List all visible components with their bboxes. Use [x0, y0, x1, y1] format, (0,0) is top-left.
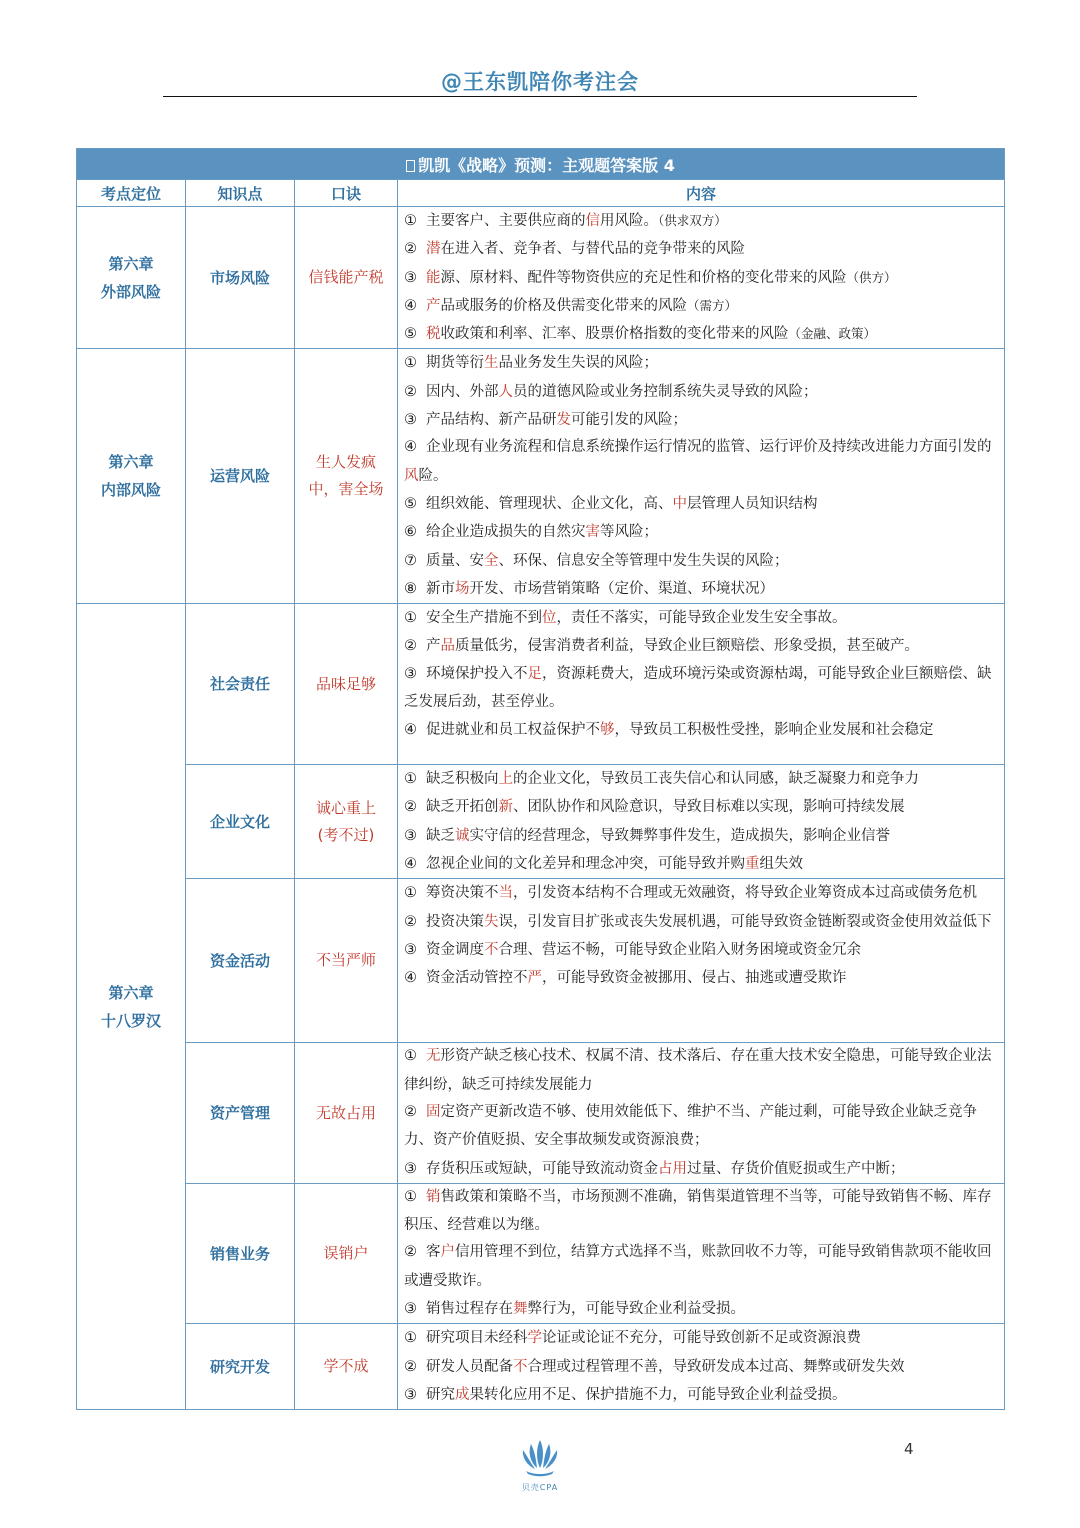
item-text: 组失效	[759, 856, 803, 873]
content-item	[404, 1381, 1002, 1409]
item-text: 、团队协作和风险意识，导致目标难以实现，影响可持续发展	[513, 799, 905, 816]
table-row	[77, 604, 1005, 765]
item-number: ⑤	[404, 326, 417, 343]
content-item	[404, 1239, 1002, 1295]
topic-cell: 市场风险	[186, 207, 295, 349]
item-number: ②	[404, 799, 417, 816]
item-keyword: 风	[404, 467, 419, 484]
item-text: 信用管理不到位，结算方式选择不当，账款回收不力等，可能导致销售款项不能收回或遭受欺诈。	[404, 1244, 992, 1289]
item-text: ，导致员工积极性受挫，影响企业发展和社会稳定	[614, 722, 934, 739]
item-text: 研究	[426, 1386, 455, 1403]
item-number: ③	[404, 412, 417, 429]
item-text: 弊行为，可能导致企业利益受损。	[527, 1301, 745, 1318]
item-text: 源、原材料、配件等物资供应的充足性和价格的变化带来的风险	[440, 269, 847, 286]
item-text: 研究项目未经科	[426, 1330, 528, 1347]
mnemonic-line: 误销户	[323, 1244, 369, 1263]
mnemonic-line: 不当严师	[315, 951, 376, 970]
item-keyword: 诚	[455, 827, 470, 844]
table-row	[77, 879, 1005, 1043]
content-item	[404, 716, 1002, 744]
item-text: ，责任不落实，可能导致企业发生安全事故。	[556, 610, 847, 627]
item-text: 缺乏积极向	[426, 771, 499, 788]
item-number: ③	[404, 941, 417, 958]
item-keyword: 固	[426, 1103, 441, 1120]
item-number: ③	[404, 1301, 417, 1318]
location-line: 内部风险	[100, 481, 161, 500]
content-item	[404, 765, 1002, 793]
item-text: ，可能导致资金被挪用、侵占、抽逃或遭受欺诈	[542, 970, 847, 987]
page-number: 4	[904, 1440, 914, 1458]
location-cell	[77, 207, 186, 349]
mnemonic-cell	[295, 1183, 398, 1323]
content-cell	[398, 1183, 1005, 1323]
item-text: 新市	[426, 580, 455, 597]
content-item	[404, 879, 1002, 907]
item-number: ④	[404, 722, 417, 739]
item-number: ①	[404, 1330, 417, 1347]
item-number: ②	[404, 241, 417, 258]
content-item	[404, 1353, 1002, 1381]
item-note: （供方）	[846, 269, 897, 285]
item-text: 定资产更新改造不够、使用效能低下、维护不当、产能过剩，可能导致企业缺乏竞争力、资产价值贬损、安全事故频发或资源浪费；	[404, 1103, 977, 1149]
topic-cell: 研究开发	[186, 1324, 295, 1410]
content-item	[404, 264, 1002, 292]
content-item	[404, 207, 1002, 235]
content-item	[404, 964, 1002, 992]
item-keyword: 中	[672, 495, 687, 512]
content-item	[404, 378, 1002, 406]
logo-text: 贝壳CPA	[521, 1483, 559, 1492]
item-keyword: 够	[600, 722, 615, 739]
content-item	[404, 235, 1002, 263]
content-item	[404, 349, 1002, 377]
content-item	[404, 320, 1002, 348]
location-line: 第六章	[108, 983, 154, 1002]
item-text: 的企业文化，导致员工丧失信心和认同感，缺乏凝聚力和竞争力	[513, 771, 919, 788]
answer-table	[76, 148, 1005, 1410]
content-item	[404, 292, 1002, 320]
location-line: 外部风险	[100, 282, 161, 301]
item-keyword: 发	[556, 412, 571, 429]
item-number: ③	[404, 665, 417, 682]
item-text: 合理或过程管理不善，导致研发成本过高、舞弊或研发失效	[527, 1358, 905, 1375]
table-row	[77, 765, 1005, 879]
content-item	[404, 518, 1002, 546]
item-text: 销售过程存在	[426, 1301, 513, 1318]
item-number: ①	[404, 610, 417, 627]
item-keyword: 全	[484, 552, 499, 569]
item-keyword: 人	[498, 383, 513, 400]
item-keyword: 潜	[426, 241, 441, 258]
item-text: 期货等衍	[426, 355, 484, 372]
item-number: ③	[404, 269, 417, 286]
content-cell	[398, 1043, 1005, 1183]
item-number: ②	[404, 638, 417, 655]
item-number: ③	[404, 1160, 417, 1177]
content-item	[404, 850, 1002, 878]
document-icon	[406, 160, 415, 172]
mnemonic-cell	[295, 879, 398, 1043]
item-text: 等风险；	[600, 524, 658, 541]
item-number: ②	[404, 1244, 417, 1261]
item-keyword: 销	[426, 1188, 441, 1205]
item-text: 资金调度	[426, 941, 484, 958]
item-text: ，引发资本结构不合理或无效融资，将导致企业筹资成本过高或债务危机	[513, 885, 977, 902]
item-keyword: 信	[585, 213, 600, 229]
table-row	[77, 1183, 1005, 1323]
item-text: 用风险。	[600, 213, 658, 229]
topic-cell: 企业文化	[186, 765, 295, 879]
item-number: ⑦	[404, 552, 417, 569]
mnemonic-line: 信钱能产税	[308, 268, 384, 287]
item-text: 过量、存货价值贬损或生产中断；	[687, 1160, 905, 1177]
mnemonic-cell	[295, 349, 398, 604]
item-text: 组织效能、管理现状、企业文化，高、	[426, 495, 673, 512]
location-line: 第六章	[108, 453, 154, 472]
item-keyword: 能	[426, 269, 441, 286]
item-text: 环境保护投入不	[426, 665, 528, 682]
item-number: ⑧	[404, 580, 417, 597]
item-text: 研发人员配备	[426, 1358, 513, 1375]
content-item	[404, 490, 1002, 518]
item-number: ①	[404, 1188, 417, 1205]
item-number: ①	[404, 885, 417, 902]
item-text: 质量低劣，侵害消费者利益，导致企业巨额赔偿、形象受损，甚至破产。	[455, 638, 919, 655]
item-number: ④	[404, 856, 417, 873]
mnemonic-line: (考不过)	[317, 825, 375, 844]
item-keyword: 成	[455, 1386, 470, 1403]
item-text: 资金活动管控不	[426, 970, 528, 987]
item-number: ②	[404, 383, 417, 400]
item-number: ③	[404, 827, 417, 844]
item-keyword: 重	[745, 856, 760, 873]
item-text: 投资决策	[426, 913, 484, 930]
item-text: 筹资决策不	[426, 885, 499, 902]
content-cell	[398, 879, 1005, 1043]
item-text: 因内、外部	[426, 383, 499, 400]
content-cell	[398, 765, 1005, 879]
item-text: 险。	[418, 467, 448, 484]
item-keyword: 产	[426, 297, 441, 314]
content-cell	[398, 1324, 1005, 1410]
item-keyword: 上	[498, 771, 513, 788]
item-number: ①	[404, 355, 417, 372]
item-text: 员的道德风险或业务控制系统失灵导致的风险；	[513, 383, 818, 400]
table-row	[77, 349, 1005, 604]
content-cell	[398, 349, 1005, 604]
item-keyword: 占用	[658, 1160, 687, 1177]
location-cell	[77, 604, 186, 1410]
item-keyword: 严	[527, 970, 542, 987]
content-item	[404, 1099, 1002, 1155]
content-item	[404, 406, 1002, 434]
topic-cell: 资产管理	[186, 1043, 295, 1183]
content-item	[404, 1295, 1002, 1323]
item-number: ③	[404, 1386, 417, 1403]
item-keyword: 税	[426, 326, 441, 343]
item-note: （需方）	[687, 297, 738, 313]
mnemonic-cell	[295, 207, 398, 349]
mnemonic-cell	[295, 765, 398, 879]
item-text: 企业现有业务流程和信息系统操作运行情况的监管、运行评价及持续改进能力方面引发的	[426, 439, 992, 456]
item-text: 产	[426, 638, 441, 655]
mnemonic-cell	[295, 1324, 398, 1410]
item-text: 品或服务的价格及供需变化带来的风险	[440, 297, 687, 314]
item-text: 存货积压或短缺，可能导致流动资金	[426, 1160, 658, 1177]
item-text: 客	[426, 1244, 441, 1261]
header-divider	[163, 96, 917, 97]
shell-icon	[516, 1438, 564, 1478]
location-cell	[77, 349, 186, 604]
mnemonic-line: 中，害全场	[308, 480, 384, 499]
item-number: ④	[404, 439, 417, 456]
item-number: ②	[404, 1358, 417, 1375]
item-keyword: 学	[527, 1330, 542, 1347]
item-text: 层管理人员知识结构	[687, 495, 818, 512]
content-cell	[398, 207, 1005, 349]
item-keyword: 位	[542, 610, 557, 627]
location-line: 第六章	[108, 254, 154, 273]
item-text: 产品结构、新产品研	[426, 412, 557, 429]
mnemonic-line: 生人发疯	[315, 453, 376, 472]
item-number: ⑥	[404, 524, 417, 541]
item-note: （供求双方）	[658, 213, 727, 228]
content-item	[404, 822, 1002, 850]
content-item	[404, 1043, 1002, 1099]
item-keyword: 当	[498, 885, 513, 902]
table-row	[77, 207, 1005, 349]
content-item	[404, 1155, 1002, 1183]
item-keyword: 品	[440, 638, 455, 655]
item-text: 合理、营运不畅，可能导致企业陷入财务困境或资金冗余	[498, 941, 861, 958]
item-keyword: 失	[484, 913, 499, 930]
item-text: ，资源耗费大，造成环境污染或资源枯竭，可能导致企业巨额赔偿、缺乏发展后劲，甚至停业。	[404, 665, 992, 711]
item-keyword: 户	[440, 1244, 455, 1261]
table-title: 凯凯《战略》预测：主观题答案版 4	[77, 149, 1005, 180]
item-keyword: 无	[426, 1048, 441, 1065]
content-item	[404, 1324, 1002, 1352]
topic-cell: 资金活动	[186, 879, 295, 1043]
table-row	[77, 1324, 1005, 1410]
mnemonic-cell	[295, 1043, 398, 1183]
content-item	[404, 1184, 1002, 1240]
content-item	[404, 936, 1002, 964]
item-text: 售政策和策略不当，市场预测不准确，销售渠道管理不当等，可能导致销售不畅、库存积压、经营难以为继。	[404, 1188, 992, 1234]
content-item	[404, 604, 1002, 632]
topic-cell: 社会责任	[186, 604, 295, 765]
item-keyword: 害	[585, 524, 600, 541]
item-keyword: 场	[455, 580, 470, 597]
column-header-location: 考点定位	[77, 180, 186, 207]
item-note: （金融、政策）	[788, 326, 877, 342]
item-number: ②	[404, 1103, 417, 1120]
item-keyword: 生	[484, 355, 499, 372]
content-cell	[398, 604, 1005, 765]
item-number: ①	[404, 1048, 417, 1065]
page-header: @王东凯陪你考注会	[441, 70, 639, 94]
column-header-mnemonic: 口诀	[295, 180, 398, 207]
item-text: 、环保、信息安全等管理中发生失误的风险；	[498, 552, 789, 569]
item-number: ⑤	[404, 495, 417, 512]
item-text: 可能引发的风险；	[571, 412, 687, 429]
item-keyword: 足	[527, 665, 542, 682]
location-line: 十八罗汉	[100, 1011, 161, 1030]
item-text: 实守信的经营理念，导致舞弊事件发生，造成损失，影响企业信誉	[469, 827, 890, 844]
content-item	[404, 632, 1002, 660]
item-text: 安全生产措施不到	[426, 610, 542, 627]
content-item	[404, 434, 1002, 490]
item-keyword: 不	[513, 1358, 528, 1375]
item-text: 质量、安	[426, 552, 484, 569]
item-keyword: 不	[484, 941, 499, 958]
mnemonic-cell	[295, 604, 398, 765]
item-text: 形资产缺乏核心技术、权属不清、技术落后、存在重大技术安全隐患，可能导致企业法律纠纷，缺乏可持续发展能力	[404, 1048, 992, 1093]
item-number: ④	[404, 297, 417, 314]
item-text: 主要客户、主要供应商的	[426, 213, 586, 229]
column-header-content: 内容	[398, 180, 1005, 207]
content-item	[404, 793, 1002, 821]
mnemonic-line: 无故占用	[315, 1103, 376, 1122]
item-text: 开发、市场营销策略（定价、渠道、环境状况）	[469, 580, 774, 597]
item-text: 缺乏开拓创	[426, 799, 499, 816]
item-number: ②	[404, 913, 417, 930]
mnemonic-line: 品味足够	[315, 674, 376, 693]
item-text: 收政策和利率、汇率、股票价格指数的变化带来的风险	[440, 326, 789, 343]
item-text: 果转化应用不足、保护措施不力，可能导致企业利益受损。	[469, 1386, 847, 1403]
content-item	[404, 661, 1002, 717]
item-text: 在进入者、竞争者、与替代品的竞争带来的风险	[440, 241, 745, 258]
content-item	[404, 547, 1002, 575]
item-text: 论证或论证不充分，可能导致创新不足或资源浪费	[542, 1330, 861, 1347]
column-header-topic: 知识点	[186, 180, 295, 207]
item-text: 品业务发生失误的风险；	[498, 355, 658, 372]
mnemonic-line: 学不成	[323, 1357, 369, 1376]
topic-cell: 运营风险	[186, 349, 295, 604]
topic-cell: 销售业务	[186, 1183, 295, 1323]
item-text: 给企业造成损失的自然灾	[426, 524, 586, 541]
item-keyword: 新	[498, 799, 513, 816]
item-number: ④	[404, 970, 417, 987]
item-number: ①	[404, 771, 417, 788]
item-keyword: 舞	[513, 1301, 528, 1318]
item-text: 促进就业和员工权益保护不	[426, 722, 600, 739]
mnemonic-line: 诚心重上	[315, 798, 376, 817]
content-item	[404, 575, 1002, 603]
content-item	[404, 908, 1002, 936]
table-row	[77, 1043, 1005, 1183]
item-number: ①	[404, 213, 417, 229]
item-text: 忽视企业间的文化差异和理念冲突，可能导致并购	[426, 856, 745, 873]
item-text: 缺乏	[426, 827, 455, 844]
item-text: 误，引发盲目扩张或丧失发展机遇，可能导致资金链断裂或资金使用效益低下	[498, 913, 992, 930]
